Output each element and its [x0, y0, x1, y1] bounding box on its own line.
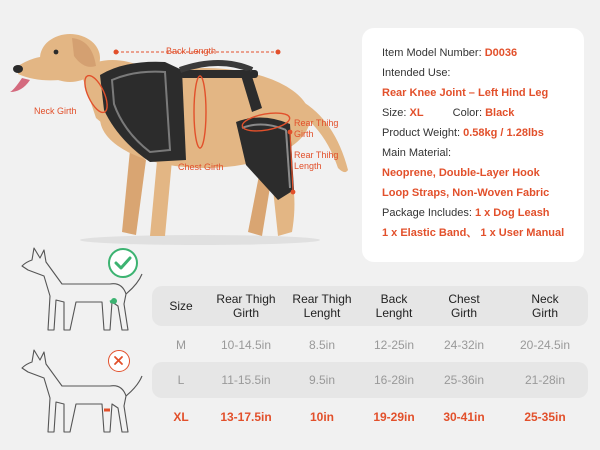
size-color-line [382, 103, 574, 123]
size-chart-table [152, 286, 588, 436]
header-rear-thigh-girth: Rear Thigh Girth [216, 292, 276, 320]
cross-icon [108, 350, 130, 372]
weight-line [382, 123, 574, 143]
header-back-length: Back Lenght [375, 292, 413, 320]
material-value-line-1: Neoprene, Double-Layer Hook [382, 167, 540, 179]
cell-chest-girth: 24-32in [443, 338, 485, 352]
check-icon [108, 248, 138, 278]
material-value-line-2: Loop Straps, Non-Woven Fabric [382, 187, 550, 199]
package-value-line-2: 1 x Elastic Band、 1 x User Manual [382, 227, 565, 239]
cell-rear-thigh-length: 9.5in [308, 373, 336, 387]
table-header-row [152, 286, 588, 326]
package-line [382, 203, 574, 223]
cell-neck-girth: 20-24.5in [519, 338, 571, 352]
cell-rear-thigh-girth: 10-14.5in [220, 338, 272, 352]
cell-size: XL [173, 410, 189, 424]
cell-neck-girth: 25-35in [524, 410, 566, 424]
cell-size: M [176, 338, 186, 352]
correct-fit-example [14, 244, 148, 340]
header-rear-thigh-length: Rear Thigh Lenght [292, 292, 352, 320]
size-value: XL [409, 107, 424, 119]
cell-neck-girth: 21-28in [524, 373, 566, 387]
rear-thigh-girth-label: Rear Thihg Girth [294, 118, 339, 139]
cell-chest-girth: 25-36in [443, 373, 485, 387]
model-number-label: Item Model Number: [382, 47, 482, 59]
cell-rear-thigh-length: 10in [309, 410, 334, 424]
neck-girth-label: Neck Girth [34, 106, 77, 116]
weight-value: 0.58kg / 1.28lbs [463, 127, 544, 139]
table-row [152, 362, 588, 398]
model-number-value: D0036 [484, 47, 518, 59]
package-value-line-1: 1 x Dog Leash [474, 207, 550, 219]
table-row [152, 328, 588, 362]
material-label: Main Material: [382, 147, 452, 159]
table-row-selected [152, 400, 588, 434]
cell-rear-thigh-girth: 11-15.5in [221, 373, 271, 387]
cell-rear-thigh-length: 8.5in [308, 338, 336, 352]
header-neck-girth: Neck Girth [531, 292, 559, 320]
back-length-label: Back Length [166, 46, 217, 56]
cell-back-length: 16-28in [373, 373, 415, 387]
product-photo [0, 0, 360, 262]
weight-label: Product Weight: [382, 127, 461, 139]
header-size: Size [169, 299, 193, 313]
size-label: Size: [382, 107, 407, 119]
rear-thigh-length-label: Rear Thihg Length [294, 150, 339, 171]
chest-girth-label: Chest Girth [178, 162, 224, 172]
cell-back-length: 12-25in [373, 338, 415, 352]
package-label: Package Includes: [382, 207, 472, 219]
incorrect-fit-example [14, 346, 148, 442]
intended-use-label: Intended Use: [382, 67, 451, 79]
model-number-line [382, 43, 574, 63]
color-label: Color: [452, 107, 482, 119]
color-value: Black [485, 107, 515, 119]
cell-back-length: 19-29in [373, 410, 415, 424]
intended-use-value: Rear Knee Joint – Left Hind Leg [382, 87, 549, 99]
header-chest-girth: Chest Girth [448, 292, 480, 320]
product-info-card [362, 28, 584, 262]
cell-rear-thigh-girth: 13-17.5in [220, 410, 272, 424]
cell-chest-girth: 30-41in [443, 410, 485, 424]
cell-size: L [177, 373, 185, 387]
